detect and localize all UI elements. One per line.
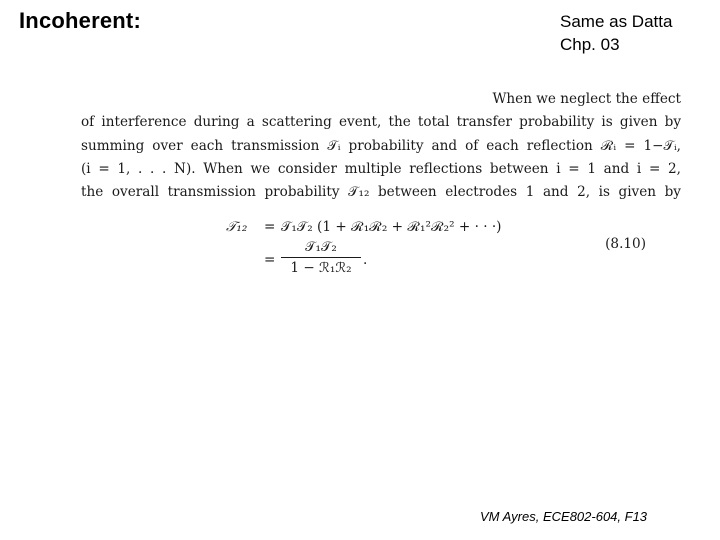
- footer-credit: VM Ayres, ECE802-604, F13: [480, 509, 648, 524]
- excerpt-line-4: (i = 1, . . . N). When we consider multiple reflections between i = 1 and i = 2,: [81, 160, 681, 177]
- excerpt-line-3: summing over each transmission 𝒯ᵢ probability and of each reflection ℛᵢ = 1−𝒯ᵢ,: [81, 137, 681, 154]
- fraction-numerator: 𝒯₁𝒯₂: [281, 238, 361, 258]
- excerpt-line-2: of interference during a scattering event, the total transfer probability is given by: [81, 114, 681, 131]
- equation-number: (8.10): [605, 236, 646, 252]
- reference-note: [560, 10, 672, 56]
- textbook-excerpt: [81, 88, 681, 204]
- equals-sign: =: [264, 252, 276, 268]
- equation-lhs: 𝒯₁₂: [226, 219, 248, 235]
- equation-fraction: [281, 238, 361, 278]
- fraction-denominator: 1 − ℛ₁ℛ₂: [290, 260, 352, 276]
- equals-sign: =: [264, 219, 276, 235]
- equation-period: .: [363, 252, 368, 268]
- slide-title: Incoherent:: [19, 8, 141, 33]
- equation-8-10: [226, 214, 646, 284]
- reference-line-1: Same as Datta: [560, 12, 673, 31]
- equation-series: 𝒯₁𝒯₂ (1 + ℛ₁ℛ₂ + ℛ₁²ℛ₂² + · · ·): [281, 219, 502, 235]
- excerpt-line-5: the overall transmission probability 𝒯₁₂ between electrodes 1 and 2, is given by: [81, 184, 681, 201]
- excerpt-line-1: When we neglect the effect: [492, 91, 681, 107]
- reference-line-2: Chp. 03: [560, 35, 620, 54]
